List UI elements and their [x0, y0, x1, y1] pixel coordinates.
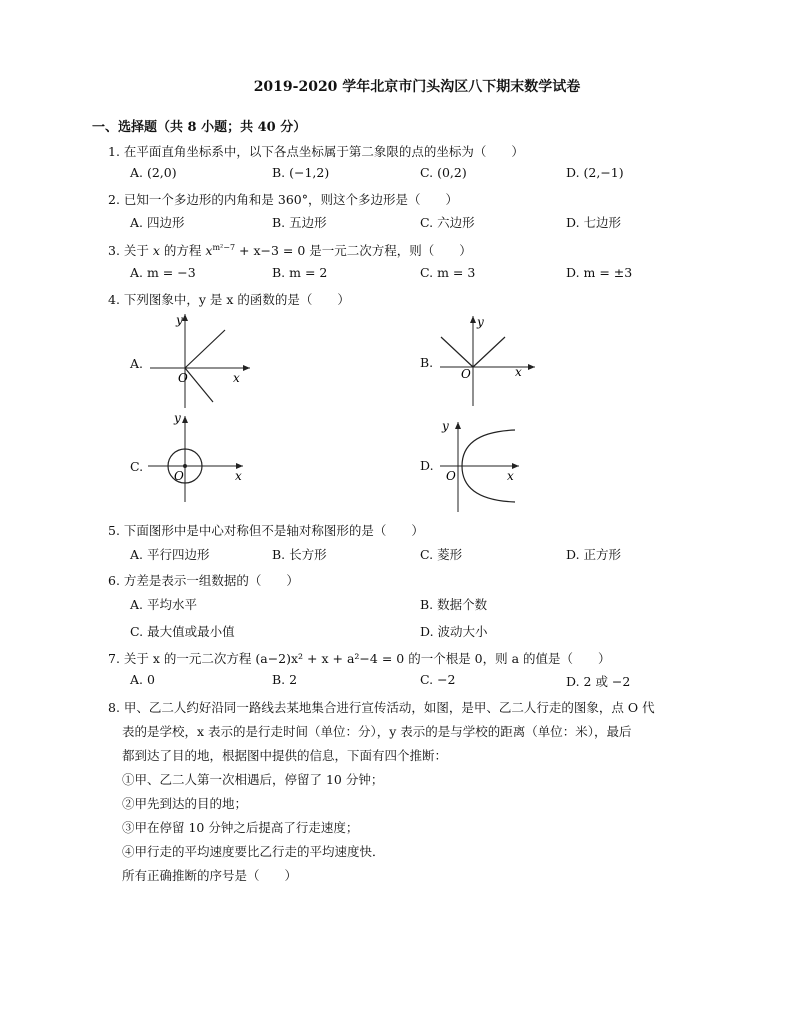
graph-a [145, 310, 255, 410]
q3-stem-c: + x−3 = 0 是一元二次方程，则（ ） [235, 243, 472, 258]
q5-option-c: C. 菱形 [420, 547, 463, 562]
graph-c-label: C. [130, 459, 144, 474]
graph-a-label: A. [130, 356, 144, 371]
q5-option-b: B. 长方形 [272, 547, 327, 562]
question-7-stem: 7. 关于 x 的一元二次方程 (a−2)x² + x + a²−4 = 0 的一个根是 0，则 a 的值是（ ） [108, 651, 611, 666]
q3-option-a: A. m = −3 [130, 265, 196, 280]
question-8-line-4: ①甲、乙二人第一次相遇后，停留了 10 分钟； [122, 772, 384, 787]
q3-stem-a: 3. 关于 [108, 243, 153, 258]
q1-option-c: C. (0,2) [420, 165, 467, 180]
q3-var: x [152, 243, 160, 258]
graph-a-y-label: y [176, 313, 183, 327]
question-8-line-8: 所有正确推断的序号是（ ） [122, 868, 298, 883]
question-6-stem: 6. 方差是表示一组数据的（ ） [108, 573, 299, 588]
graph-c-x-label: x [235, 469, 242, 483]
graph-c-y-label: y [174, 411, 181, 425]
graph-d [435, 414, 545, 514]
graph-c-origin-label: O [174, 469, 184, 483]
q3-expr-base: x [205, 243, 213, 258]
graph-b-x-label: x [515, 365, 522, 379]
q2-option-b: B. 五边形 [272, 215, 327, 230]
q6-option-d: D. 波动大小 [420, 624, 488, 639]
page-title: 2019-2020 学年北京市门头沟区八下期末数学试卷 [253, 79, 581, 95]
question-8-line-5: ②甲先到达的目的地； [122, 796, 248, 811]
question-2-stem: 2. 已知一个多边形的内角和是 360°，则这个多边形是（ ） [108, 192, 458, 207]
section-heading: 一、选择题（共 8 小题；共 40 分） [92, 120, 307, 135]
q3-expr-sup: m²−7 [212, 242, 236, 252]
q2-option-a: A. 四边形 [130, 215, 185, 230]
q1-option-a: A. (2,0) [130, 165, 177, 180]
q6-option-a: A. 平均水平 [130, 597, 197, 612]
graph-a-origin-label: O [178, 371, 188, 385]
graph-d-label: D. [420, 458, 434, 473]
graph-b-label: B. [420, 355, 434, 370]
q2-option-c: C. 六边形 [420, 215, 475, 230]
q6-option-b: B. 数据个数 [420, 597, 488, 612]
graph-b [435, 312, 545, 408]
graph-c [145, 408, 255, 504]
q3-option-c: C. m = 3 [420, 265, 476, 280]
graph-a-x-label: x [233, 371, 240, 385]
q1-option-b: B. (−1,2) [272, 165, 330, 180]
question-1-stem: 1. 在平面直角坐标系中，以下各点坐标属于第二象限的点的坐标为（ ） [108, 144, 524, 159]
q6-option-c: C. 最大值或最小值 [130, 624, 235, 639]
q1-option-d: D. (2,−1) [566, 165, 624, 180]
graph-d-origin-label: O [446, 469, 456, 483]
q7-option-d: D. 2 或 −2 [566, 674, 631, 689]
graph-b-origin-label: O [461, 367, 471, 381]
q3-stem-b: 的方程 [159, 243, 206, 258]
graph-d-y-label: y [442, 419, 449, 433]
question-8-line-7: ④甲行走的平均速度要比乙行走的平均速度快． [122, 844, 385, 859]
question-4-stem: 4. 下列图象中，y 是 x 的函数的是（ ） [108, 292, 350, 307]
q3-option-d: D. m = ±3 [566, 265, 633, 280]
question-8-line-1: 8. 甲、乙二人约好沿同一路线去某地集合进行宣传活动，如图，是甲、乙二人行走的图象，点 O 代 [108, 700, 655, 715]
question-8-line-2: 表的是学校，x 表示的是行走时间（单位：分），y 表示的是与学校的距离（单位：米），最后 [122, 724, 632, 739]
question-8-line-3: 都到达了目的地，根据图中提供的信息，下面有四个推断： [122, 748, 448, 763]
q7-option-a: A. 0 [130, 672, 155, 687]
q7-option-c: C. −2 [420, 672, 456, 687]
graph-b-y-label: y [477, 315, 484, 329]
q3-option-b: B. m = 2 [272, 265, 328, 280]
q7-option-b: B. 2 [272, 672, 298, 687]
q5-option-d: D. 正方形 [566, 547, 622, 562]
question-3-stem [108, 241, 472, 259]
graph-d-x-label: x [507, 469, 514, 483]
q5-option-a: A. 平行四边形 [130, 547, 210, 562]
question-8-line-6: ③甲在停留 10 分钟之后提高了行走速度； [122, 820, 359, 835]
question-5-stem: 5. 下面图形中是中心对称但不是轴对称图形的是（ ） [108, 523, 424, 538]
q2-option-d: D. 七边形 [566, 215, 622, 230]
